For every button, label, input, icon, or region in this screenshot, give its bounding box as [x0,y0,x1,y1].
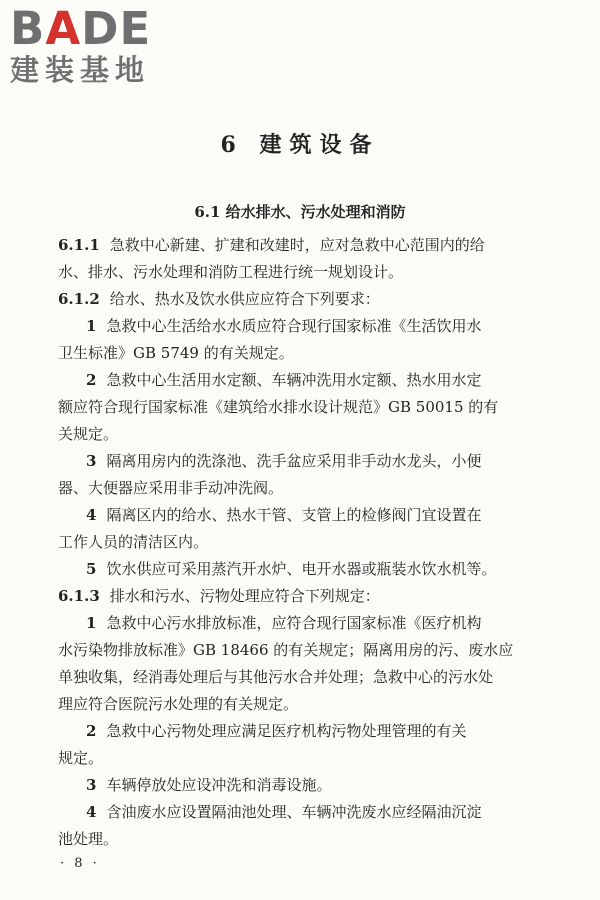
clause-line: 1 急救中心污水排放标准，应符合现行国家标准《医疗机构 [86,614,482,632]
chapter-title: 6 建筑设备 [220,132,380,158]
clause-line: 6.1.3 排水和污水、污物处理应符合下列规定： [58,587,380,605]
clause-line: 单独收集，经消毒处理后与其他污水合并处理；急救中心的污水处 [58,668,494,686]
clause-line: 规定。 [58,749,104,767]
clause-line: 卫生标准》GB 5749 的有关规定。 [58,344,294,362]
section-title: 6.1 给水排水、污水处理和消防 [194,203,406,221]
clause-line: 2 急救中心污物处理应满足医疗机构污物处理管理的有关 [86,722,467,740]
brand-logo [10,2,180,87]
clause-line: 4 隔离区内的给水、热水干管、支管上的检修阀门宜设置在 [86,506,482,524]
clause-line: 额应符合现行国家标准《建筑给水排水设计规范》GB 50015 的有 [58,398,499,416]
clause-line: 器、大便器应采用非手动冲洗阀。 [58,479,284,497]
clause-line: 池处理。 [58,830,119,848]
clause-line: 3 车辆停放处应设冲洗和消毒设施。 [86,776,332,794]
clause-line: 水污染物排放标准》GB 18466 的有关规定；隔离用房的污、废水应 [58,641,514,659]
logo-subtitle: 建装基地 [10,53,151,87]
clause-line: 关规定。 [58,425,119,443]
clause-line: 工作人员的清洁区内。 [58,533,209,551]
clause-line: 4 含油废水应设置隔油池处理、车辆冲洗废水应经隔油沉淀 [86,803,482,821]
clause-line: 6.1.2 给水、热水及饮水供应应符合下列要求： [58,290,380,308]
clause-line: 理应符合医院污水处理的有关规定。 [58,695,299,713]
clause-line: 1 急救中心生活给水水质应符合现行国家标准《生活饮用水 [86,317,482,335]
clause-line: 6.1.1 急救中心新建、扩建和改建时，应对急救中心范围内的给 [58,236,485,254]
clause-line: 5 饮水供应可采用蒸汽开水炉、电开水器或瓶装水饮水机等。 [86,560,497,578]
clause-line: 水、排水、污水处理和消防工程进行统一规划设计。 [58,263,404,281]
logo-wordmark: BADE [10,2,152,55]
clause-line: 3 隔离用房内的洗涤池、洗手盆应采用非手动水龙头，小便 [86,452,482,470]
clause-line: 2 急救中心生活用水定额、车辆冲洗用水定额、热水用水定 [86,371,482,389]
page-number: · 8 · [60,856,100,871]
